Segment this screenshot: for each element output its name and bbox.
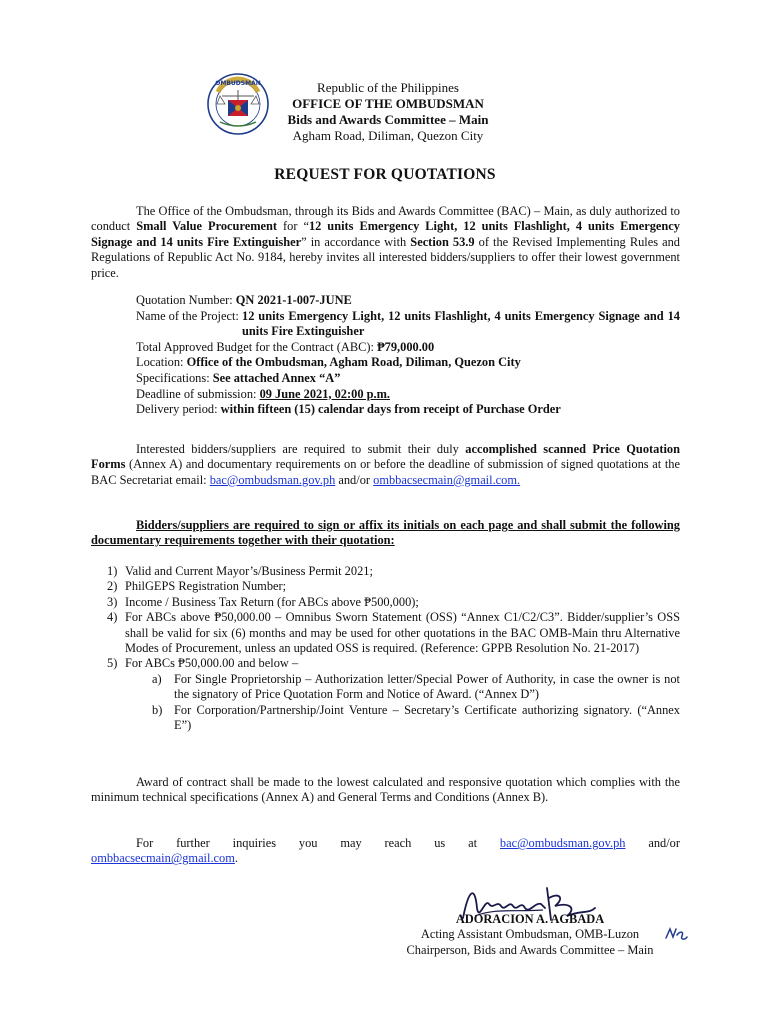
deadline-value: 09 June 2021, 02:00 p.m.: [259, 386, 391, 401]
sub-list-item: [152, 703, 680, 734]
submission-text-2: (Annex A) and documentary requirements on or before the deadline of submission of signed quotations at the BAC Secretariat email:: [91, 457, 680, 487]
intro-text-2: for “: [277, 219, 309, 234]
inquiries-text-2: and/or: [625, 836, 680, 850]
delivery-label: Delivery period:: [136, 402, 221, 417]
requirements-list: [107, 564, 680, 733]
svg-text:OMBUDSMAN: OMBUDSMAN: [215, 80, 261, 87]
sub-list-item-letter: b): [152, 702, 163, 717]
quotation-number-row: [136, 293, 680, 309]
list-item-number: 1): [107, 564, 118, 578]
submission-text-3: and/or: [335, 472, 374, 487]
submission-forms: accomplished scanned Price Quotation Forms: [91, 442, 680, 472]
intro-project: 12 units Emergency Light, 12 units Flashlight, 4 units Emergency Signage and 14 units Fire Extinguisher: [91, 219, 680, 249]
inquiries-paragraph: [91, 836, 680, 867]
list-item-text: Income / Business Tax Return (for ABCs above ₱500,000);: [125, 594, 419, 609]
deadline-label: Deadline of submission:: [136, 386, 260, 401]
signatory-block: [370, 912, 690, 958]
signatory-name: ADORACION A. AGBADA: [455, 912, 605, 926]
quotation-number-value: QN 2021-1-007-JUNE: [235, 293, 352, 307]
intro-procurement-mode: Small Value Procurement: [136, 219, 278, 234]
submission-text-1: Interested bidders/suppliers are required to submit their duly: [136, 442, 466, 456]
letterhead-address: Agham Road, Diliman, Quezon City: [292, 128, 484, 143]
inquiries-text-3: .: [234, 851, 238, 866]
list-item-number: 3): [107, 594, 118, 609]
inquiries-text-1: For further inquiries you may reach us at: [136, 836, 500, 850]
inquiries-bac-email-link[interactable]: bac@ombudsman.gov.ph: [499, 836, 626, 850]
award-paragraph: Award of contract shall be made to the lowest calculated and responsive quotation which complies with the minimum technical specifications (Annex A) and General Terms and Conditions (Annex B).: [91, 775, 680, 805]
abc-row: [136, 340, 680, 356]
abc-value: ₱79,000.00: [377, 339, 435, 354]
signatory-position-1: Acting Assistant Ombudsman, OMB-Luzon: [420, 927, 640, 942]
list-item: [107, 579, 680, 594]
abc-label: Total Approved Budget for the Contract (ABC):: [136, 339, 378, 354]
specifications-value: See attached Annex “A”: [212, 370, 341, 385]
sub-list-item-text: For Corporation/Partnership/Joint Venture – Secretary’s Certificate authorizing signatory. (“Annex E”): [174, 702, 680, 733]
location-value: Office of the Ombudsman, Agham Road, Diliman, Quezon City: [186, 355, 521, 370]
specifications-row: [136, 371, 680, 387]
sub-list-item: [152, 672, 680, 703]
list-item: [107, 656, 680, 671]
letterhead-office: OFFICE OF THE OMBUDSMAN: [292, 96, 484, 111]
list-item: [107, 595, 680, 610]
ombbac-email-link[interactable]: ombbacsecmain@gmail.com.: [373, 472, 521, 487]
document-title: REQUEST FOR QUOTATIONS: [274, 166, 496, 183]
letterhead-committee: Bids and Awards Committee – Main: [287, 112, 489, 127]
list-item: [107, 610, 680, 656]
project-name-row: [136, 309, 680, 340]
project-name-label: Name of the Project:: [136, 308, 239, 323]
submission-paragraph: [91, 442, 680, 488]
requirements-heading: Bidders/suppliers are required to sign or affix its initials on each page and shall submit the following documentary requirements together with their quotation:: [91, 518, 680, 548]
sub-requirements-list: [107, 672, 680, 734]
bac-email-link[interactable]: bac@ombudsman.gov.ph: [209, 472, 336, 487]
location-label: Location:: [136, 355, 187, 370]
intro-paragraph: [91, 204, 680, 281]
signatory-position-2: Chairperson, Bids and Awards Committee – Main: [406, 942, 654, 957]
list-item-text: Valid and Current Mayor’s/Business Permit 2021;: [125, 564, 373, 578]
quotation-details: [136, 293, 680, 418]
inquiries-ombbac-email-link[interactable]: ombbacsecmain@gmail.com: [91, 851, 235, 866]
list-item-number: 5): [107, 656, 118, 671]
letterhead-republic: Republic of the Philippines: [317, 80, 459, 95]
list-item-text: PhilGEPS Registration Number;: [125, 579, 287, 594]
specifications-label: Specifications:: [136, 370, 213, 385]
delivery-row: [136, 402, 680, 418]
intro-text-1: The Office of the Ombudsman, through its Bids and Awards Committee (BAC) – Main, as duly authorized to conduct: [91, 204, 680, 234]
list-item-text: For ABCs ₱50,000.00 and below –: [125, 656, 299, 671]
sub-list-item-text: For Single Proprietorship – Authorization letter/Special Power of Authority, in case the owner is not the signatory of Price Quotation Form and Notice of Award. (“Annex D”): [174, 671, 680, 702]
list-item: [107, 564, 680, 579]
intro-text-4: of the Revised Implementing Rules and Regulations of Republic Act No. 9184, hereby invites all interested bidders/suppliers to offer their lowest government price.: [91, 234, 680, 280]
list-item-text: For ABCs above ₱50,000.00 – Omnibus Sworn Statement (OSS) “Annex C1/C2/C3”. Bidder/supplier’s OSS shall be valid for six (6) months and may be used for other quotations in the BAC OMB-Main thru Alternative Modes of Procurement, unless an updated OSS is required. (Reference: GPPB Resolution No. 21-2017): [125, 610, 680, 656]
letterhead: [230, 80, 546, 144]
quotation-number-label: Quotation Number:: [136, 293, 236, 307]
intro-text-3: ” in accordance with: [301, 234, 411, 249]
project-name-value: 12 units Emergency Light, 12 units Flashlight, 4 units Emergency Signage and 14 units Fire Extinguisher: [242, 308, 680, 339]
delivery-value: within fifteen (15) calendar days from receipt of Purchase Order: [220, 402, 561, 417]
list-item-number: 4): [107, 610, 118, 625]
intro-section: Section 53.9: [410, 234, 475, 249]
handwritten-initials: [664, 926, 688, 942]
deadline-row: [136, 387, 680, 403]
location-row: [136, 355, 680, 371]
sub-list-item-letter: a): [152, 671, 162, 686]
list-item-number: 2): [107, 579, 118, 594]
